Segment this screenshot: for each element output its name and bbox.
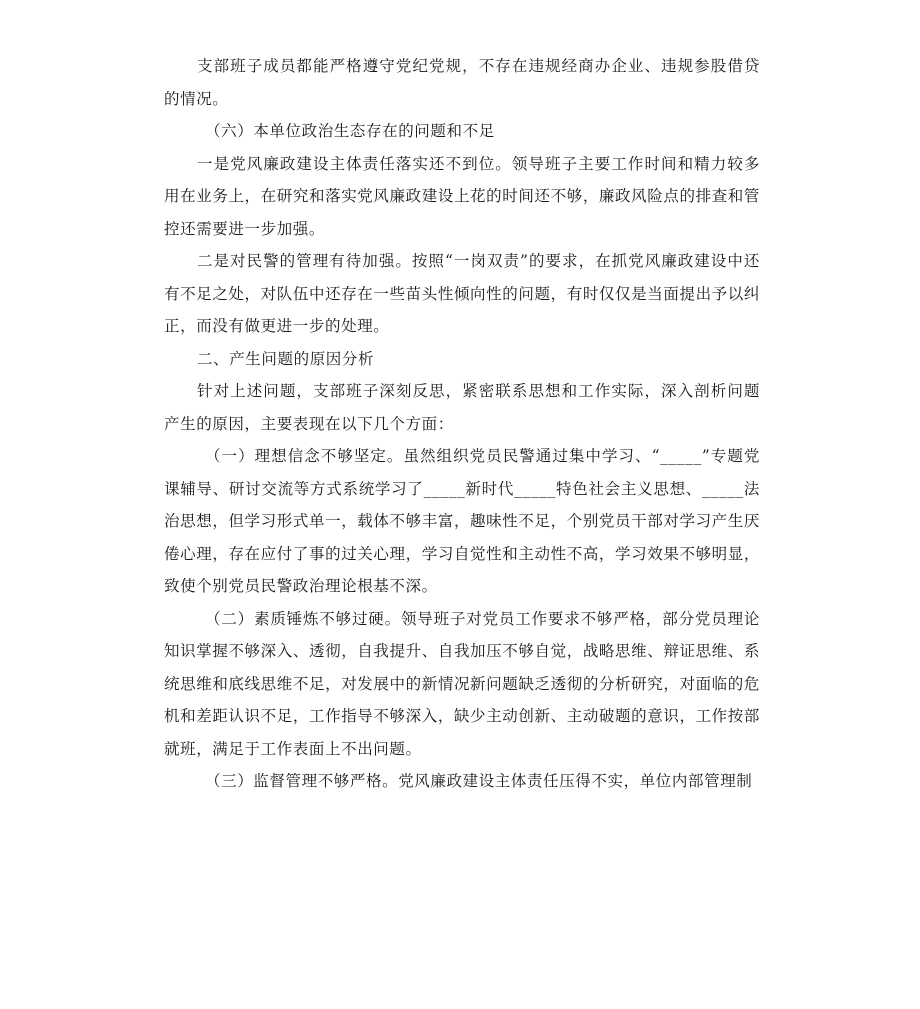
heading-cause-analysis: 二、产生问题的原因分析 <box>197 349 375 368</box>
heading-political-ecology-issues: （六）本单位政治生态存在的问题和不足 <box>205 122 495 140</box>
paragraph-cause-quality: （二）素质锤炼不够过硬。领导班子对党员工作要求不够严格，部分党员理论知识掌握不够深入、透彻，自我提升、自我加压不够自觉，战略思维、辩证思维、系统思维和底线思维不足，对发展中的新情况新问题缺乏透彻的分析研究，对面临的危机和差距认识不足，工作指导不够深入，缺少主动创新、主动破题的意识，工作按部就班，满足于工作表面上不出问题。 <box>164 609 760 758</box>
paragraph-cause-intro: 针对上述问题，支部班子深刻反思，紧密联系思想和工作实际，深入剖析问题产生的原因，主要表现在以下几个方面： <box>164 382 760 433</box>
paragraph-responsibility-issue: 一是党风廉政建设主体责任落实还不到位。领导班子主要工作时间和精力较多用在业务上，在研究和落实党风廉政建设上花的时间还不够，廉政风险点的排查和管控还需要进一步加强。 <box>164 154 760 238</box>
document-page <box>164 50 760 798</box>
paragraph-police-management-issue: 二是对民警的管理有待加强。按照“一岗双责”的要求，在抓党风廉政建设中还有不足之处，对队伍中还存在一些苗头性倾向性的问题，有时仅仅是当面提出予以纠正，而没有做更进一步的处理。 <box>164 252 760 335</box>
paragraph-party-discipline: 支部班子成员都能严格遵守党纪党规，不存在违规经商办企业、违规参股借贷的情况。 <box>164 57 760 108</box>
paragraph-cause-supervision: （三）监督管理不够严格。党风廉政建设主体责任压得不实，单位内部管理制 <box>205 772 753 790</box>
paragraph-cause-ideals: （一）理想信念不够坚定。虽然组织党员民警通过集中学习、“_____”专题党课辅导、研讨交流等方式系统学习了_____新时代_____特色社会主义思想、_____法治思想，但学习形式单一，载体不够丰富，趣味性不足，个别党员干部对学习产生厌倦心理，存在应付了事的过关心理，学习自觉性和主动性不高，学习效果不够明显，致使个别党员民警政治理论根基不深。 <box>164 447 760 595</box>
